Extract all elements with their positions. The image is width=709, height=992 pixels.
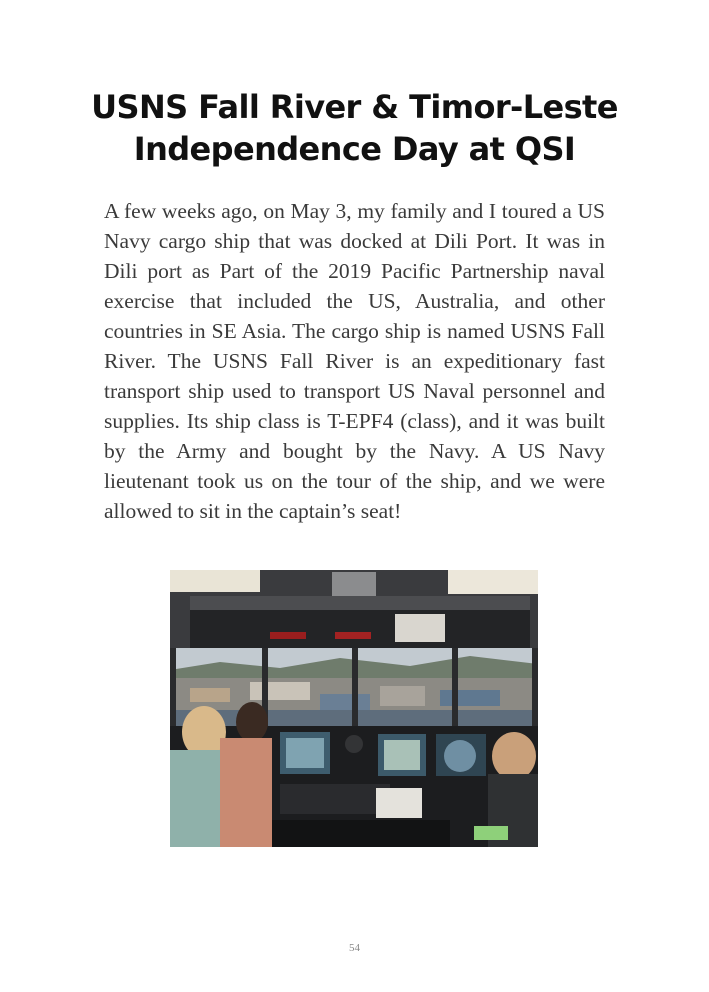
article-title-line-2: Independence Day at QSI	[133, 130, 576, 168]
ship-bridge-photo	[170, 570, 538, 847]
overhead-console	[190, 610, 530, 648]
article-title-line-1: USNS Fall River & Timor-Leste	[91, 88, 618, 126]
person-woman	[236, 702, 268, 742]
person-boy	[492, 732, 536, 780]
page-number: 54	[349, 942, 360, 954]
article-body: A few weeks ago, on May 3, my family and I toured a US Navy cargo ship that was docked at Dili Port. It was in Dili port as Part of the 2019 Pacific Partnership naval exercise that included the US, Australia, and other countries in SE Asia. The cargo ship is named USNS Fall River. The USNS Fall River is an expeditionary fast transport ship used to transport US Naval personnel and supplies. Its ship class is T-EPF4 (class), and it was built by the Army and bought by the Navy. A US Navy lieutenant took us on the tour of the ship, and we were allowed to sit in the captain’s seat!	[104, 199, 605, 523]
article-title	[80, 86, 629, 170]
